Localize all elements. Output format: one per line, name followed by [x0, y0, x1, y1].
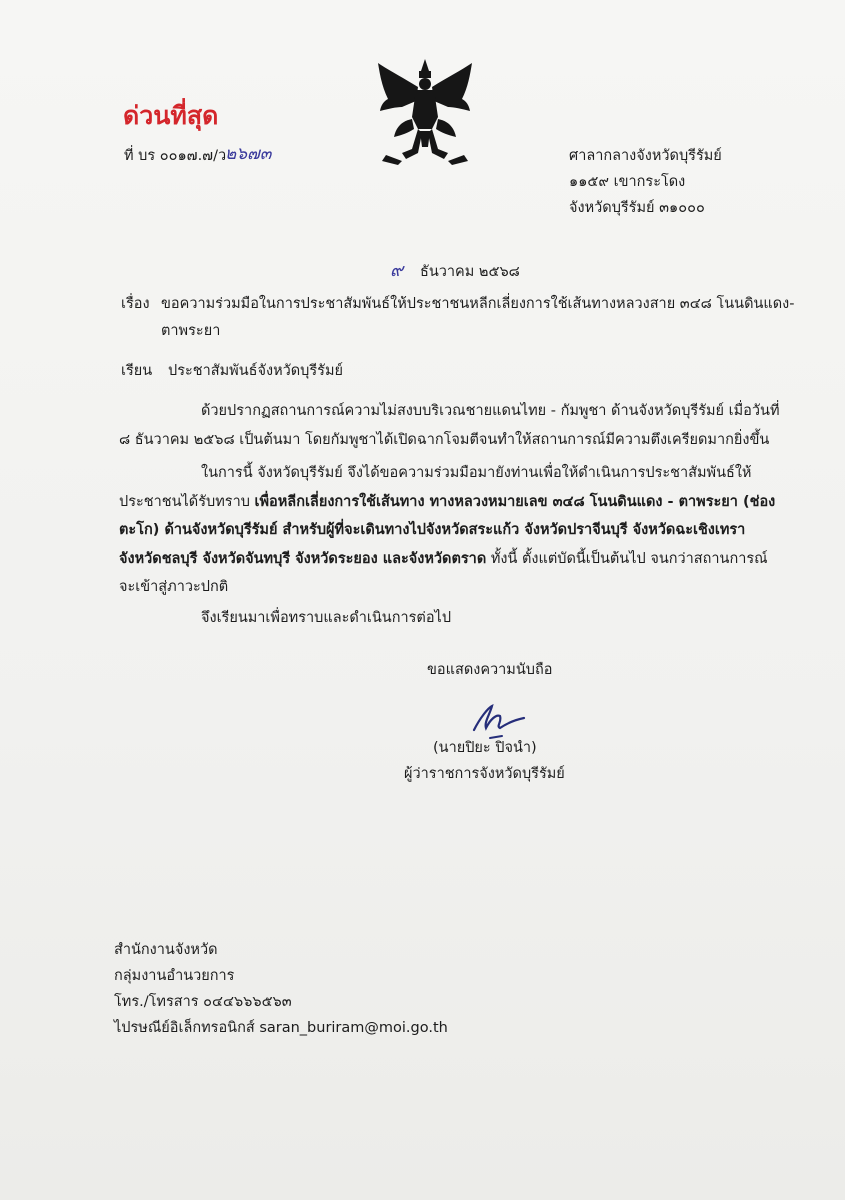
signer-name: (นายปิยะ ปิจนำ) — [433, 740, 537, 756]
recipient-text: ประชาสัมพันธ์จังหวัดบุรีรัมย์ — [168, 363, 344, 379]
signer-position: ผู้ว่าราชการจังหวัดบุรีรัมย์ — [404, 766, 565, 782]
reference-number-handwritten: ๒๖๗๓ — [225, 144, 272, 164]
closing-request: จึงเรียนมาเพื่อทราบและดำเนินการต่อไป — [201, 610, 452, 626]
urgency-label: ด่วนที่สุด — [123, 101, 219, 130]
subject-label: เรื่อง — [121, 296, 150, 312]
reference-number-prefix: ที่ บร ๐๐๑๗.๗/ว — [124, 148, 227, 164]
body-paragraph-2-intro: ในการนี้ จังหวัดบุรีรัมย์ จึงได้ขอความร่วมมือมายังท่านเพื่อให้ดำเนินการประชาสัมพันธ์ให้ประชาชนได้รับทราบ — [119, 465, 752, 510]
body-paragraph-2-emphasis: เพื่อหลีกเลี่ยงการใช้เส้นทาง ทางหลวงหมายเลข ๓๔๘ โนนดินแดง - ตาพระยา (ช่องตะโก) ด้านจังหวัดบุรีรัมย์ สำหรับผู้ที่จะเดินทางไปจังหวัดสระแก้ว จังหวัดปราจีนบุรี จังหวัดฉะเชิงเทรา จังหวัดชลบุรี จังหวัดจันทบุรี จังหวัดระยอง และจังหวัดตราด — [119, 493, 776, 567]
body-paragraph-1-text: ด้วยปรากฏสถานการณ์ความไม่สงบบริเวณชายแดนไทย - กัมพูชา ด้านจังหวัดบุรีรัมย์ เมื่อวันที่ ๘ ธันวาคม ๒๕๖๘ เป็นต้นมา โดยกัมพูชาได้เปิดฉากโจมตีจนทำให้สถานการณ์มีความตึงเครียดมากยิ่งขึ้น — [119, 403, 780, 448]
sender-address-line-2: ๑๑๕๙ เขากระโดง — [569, 174, 686, 190]
footer-phone: โทร./โทรสาร ๐๔๔๖๖๖๕๖๓ — [114, 994, 292, 1010]
garuda-emblem-icon — [372, 57, 478, 165]
footer-office: สำนักงานจังหวัด — [114, 942, 218, 958]
subject-text-line-1: ขอความร่วมมือในการประชาสัมพันธ์ให้ประชาชนหลีกเลี่ยงการใช้เส้นทางหลวงสาย ๓๔๘ โนนดินแดง- — [161, 296, 795, 312]
recipient-label: เรียน — [121, 363, 153, 379]
date-day-handwritten: ๙ — [390, 260, 404, 281]
complimentary-close: ขอแสดงความนับถือ — [427, 662, 553, 678]
date-month-year: ธันวาคม ๒๕๖๘ — [420, 264, 520, 280]
handwritten-signature — [466, 700, 530, 742]
subject-text-line-2: ตาพระยา — [161, 323, 221, 339]
body-paragraph-1 — [119, 397, 781, 454]
sender-address-line-3: จังหวัดบุรีรัมย์ ๓๑๐๐๐ — [569, 200, 705, 216]
sender-address-line-1: ศาลากลางจังหวัดบุรีรัมย์ — [569, 148, 722, 164]
body-paragraph-2 — [119, 459, 781, 602]
footer-email: ไปรษณีย์อิเล็กทรอนิกส์ saran_buriram@moi.go.th — [114, 1020, 448, 1036]
footer-division: กลุ่มงานอำนวยการ — [114, 968, 235, 984]
body-paragraph-2-end: ทั้งนี้ ตั้งแต่บัดนี้เป็นต้นไป จนกว่าสถานการณ์จะเข้าสู่ภาวะปกติ — [119, 550, 768, 595]
